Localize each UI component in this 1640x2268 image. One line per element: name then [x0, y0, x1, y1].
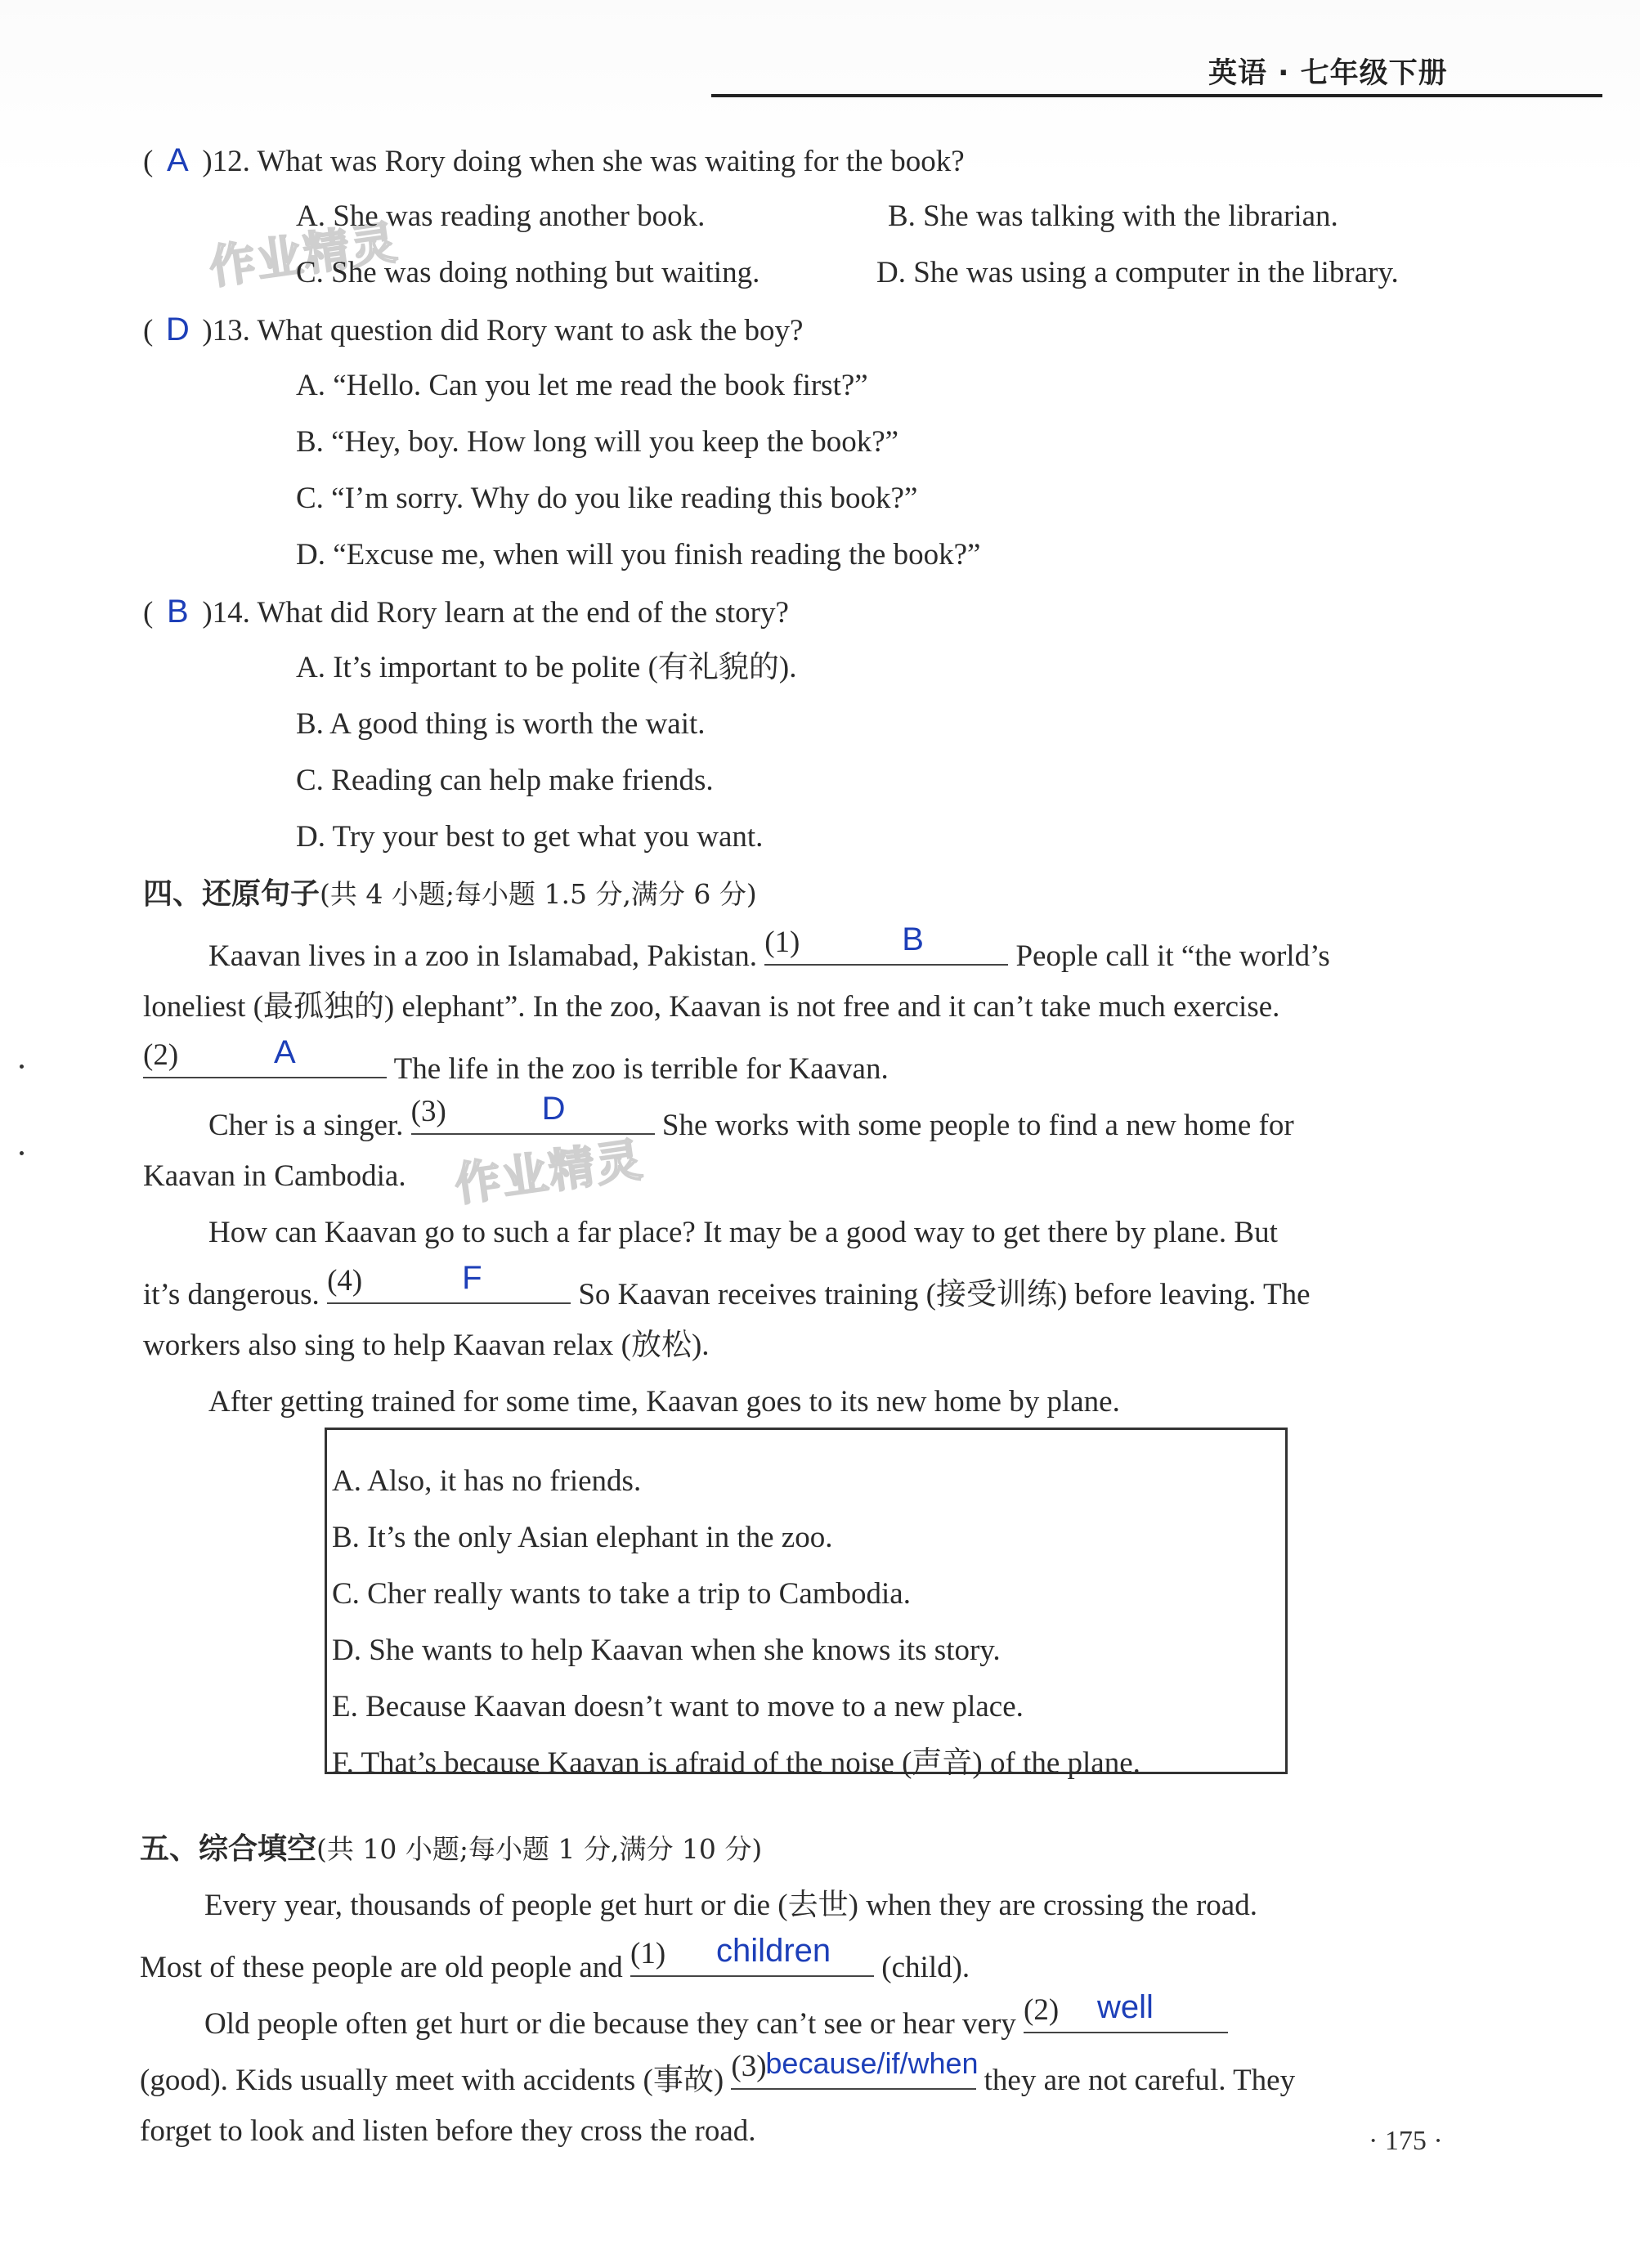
- s5-paragraph-2-line-3: forget to look and listen before they cross the road.: [140, 2114, 756, 2148]
- box-option-e: E. Because Kaavan doesn’t want to move to a new place.: [332, 1690, 1024, 1723]
- box-option-c: C. Cher really wants to take a trip to Cambodia.: [332, 1577, 911, 1611]
- text: (child).: [881, 1951, 970, 1984]
- option-12-c: C. She was doing nothing but waiting.: [296, 256, 760, 289]
- text: Cher is a singer.: [208, 1109, 404, 1142]
- margin-dot: [20, 1151, 24, 1155]
- blank-number: (1): [630, 1937, 666, 1970]
- answer-13: D: [165, 312, 190, 347]
- text: (good). Kids usually meet with accidents (事故): [140, 2064, 724, 2097]
- section-5-title: 五、综合填空: [140, 1832, 317, 1866]
- blank-answer: A: [274, 1034, 296, 1070]
- s4-paragraph-2-line-2: Kaavan in Cambodia.: [143, 1159, 406, 1193]
- question-13: [143, 310, 803, 351]
- section-5-note: (共 10 小题;每小题 1 分,满分 10 分): [316, 1833, 763, 1865]
- text: Kaavan lives in a zoo in Islamabad, Pakistan.: [208, 939, 757, 973]
- watermark: 作业精灵: [451, 1133, 647, 1212]
- blank-answer: children: [716, 1933, 831, 1969]
- blank-number: (2): [143, 1038, 179, 1072]
- option-13-c: C. “I’m sorry. Why do you like reading this book?”: [296, 482, 918, 515]
- option-14-c: C. Reading can help make friends.: [296, 764, 714, 797]
- question-number: 14.: [212, 596, 250, 630]
- s5-paragraph-2-line-2: [140, 2046, 1296, 2100]
- header-rule: [711, 94, 1602, 97]
- section-4-heading: [143, 875, 757, 914]
- text: they are not careful. They: [984, 2064, 1296, 2097]
- question-14: [143, 592, 789, 633]
- blank-answer: B: [902, 921, 924, 957]
- question-12: [143, 141, 965, 182]
- box-option-b: B. It’s the only Asian elephant in the zoo.: [332, 1521, 833, 1554]
- s4-paragraph-1-line-2: loneliest (最孤独的) elephant”. In the zoo, Kaavan is not free and it can’t take much exercise.: [143, 990, 1280, 1024]
- s5-paragraph-1-line-2: [140, 1933, 970, 1988]
- blank-answer: well: [1097, 1989, 1154, 2025]
- s4-paragraph-1-line-1: [208, 921, 1330, 976]
- question-stem: What did Rory learn at the end of the story?: [257, 596, 789, 630]
- blank-number: (3): [410, 1095, 446, 1128]
- blank-number: (3): [731, 2050, 767, 2083]
- s4-paragraph-3-line-3: workers also sing to help Kaavan relax (放松).: [143, 1329, 710, 1362]
- text: Most of these people are old people and: [140, 1951, 623, 1984]
- blank-number: (1): [764, 926, 800, 959]
- option-14-b: B. A good thing is worth the wait.: [296, 707, 706, 741]
- section-4-title: 四、还原句子: [143, 877, 320, 911]
- question-stem: What was Rory doing when she was waiting for the book?: [257, 145, 965, 178]
- text: Old people often get hurt or die because they can’t see or hear very: [204, 2007, 1016, 2041]
- box-option-f: F. That’s because Kaavan is afraid of the noise (声音) of the plane.: [332, 1746, 1140, 1780]
- text: She works with some people to find a new home for: [661, 1109, 1294, 1142]
- blank-answer: F: [462, 1260, 482, 1296]
- blank-3[interactable]: [410, 1091, 655, 1135]
- text: People call it “the world’s: [1015, 939, 1330, 973]
- option-13-a: A. “Hello. Can you let me read the book first?”: [296, 369, 868, 402]
- question-number: 13.: [212, 314, 250, 347]
- s4-paragraph-3-line-2: [143, 1260, 1311, 1315]
- option-12-a: A. She was reading another book.: [296, 199, 706, 233]
- s4-paragraph-3-line-1: How can Kaavan go to such a far place? It may be a good way to get there by plane. But: [208, 1216, 1278, 1249]
- bracket-close: ): [202, 314, 213, 347]
- section-4-note: (共 4 小题;每小题 1.5 分,满分 6 分): [320, 878, 757, 910]
- blank-4[interactable]: [327, 1260, 571, 1304]
- blank-5-2[interactable]: [1024, 1989, 1228, 2033]
- option-13-d: D. “Excuse me, when will you finish reading the book?”: [296, 538, 981, 571]
- blank-number: (4): [327, 1264, 363, 1298]
- question-stem: What question did Rory want to ask the boy?: [257, 314, 804, 347]
- answer-14: B: [166, 594, 189, 630]
- section-5-heading: [140, 1830, 762, 1869]
- blank-5-1[interactable]: [630, 1933, 874, 1977]
- option-14-d: D. Try your best to get what you want.: [296, 820, 764, 854]
- bracket-open: (: [143, 596, 154, 630]
- option-12-b: B. She was talking with the librarian.: [888, 199, 1338, 233]
- question-number: 12.: [212, 145, 250, 178]
- blank-1[interactable]: [764, 921, 1008, 966]
- s4-paragraph-1-line-3: [143, 1034, 889, 1089]
- watermark: 作业精灵: [206, 216, 402, 295]
- box-option-d: D. She wants to help Kaavan when she knows its story.: [332, 1634, 1001, 1667]
- option-14-a: A. It’s important to be polite (有礼貌的).: [296, 651, 797, 684]
- text: The life in the zoo is terrible for Kaavan.: [393, 1052, 889, 1086]
- option-13-b: B. “Hey, boy. How long will you keep the book?”: [296, 425, 899, 459]
- blank-2[interactable]: [143, 1034, 387, 1078]
- box-option-a: A. Also, it has no friends.: [332, 1464, 642, 1498]
- page-number: · 175 ·: [1369, 2126, 1443, 2156]
- s5-paragraph-2-line-1: [204, 1989, 1228, 2044]
- blank-5-3[interactable]: [731, 2046, 979, 2090]
- s4-paragraph-4: After getting trained for some time, Kaavan goes to its new home by plane.: [208, 1385, 1120, 1419]
- text: So Kaavan receives training (接受训练) before leaving. The: [578, 1278, 1311, 1311]
- margin-dot: [20, 1065, 24, 1069]
- blank-answer: because/if/when: [765, 2046, 979, 2080]
- answer-12: A: [166, 142, 189, 178]
- s4-paragraph-2-line-1: [208, 1091, 1294, 1145]
- blank-answer: D: [541, 1091, 566, 1127]
- bracket-close: ): [202, 145, 213, 178]
- s5-paragraph-1-line-1: Every year, thousands of people get hurt or die (去世) when they are crossing the road.: [204, 1889, 1257, 1922]
- bracket-open: (: [143, 145, 154, 178]
- bracket-close: ): [202, 596, 213, 630]
- page-header-title: 英语 · 七年级下册: [1208, 57, 1448, 90]
- blank-number: (2): [1024, 1993, 1060, 2027]
- bracket-open: (: [143, 314, 154, 347]
- option-12-d: D. She was using a computer in the library.: [876, 256, 1399, 289]
- text: it’s dangerous.: [143, 1278, 320, 1311]
